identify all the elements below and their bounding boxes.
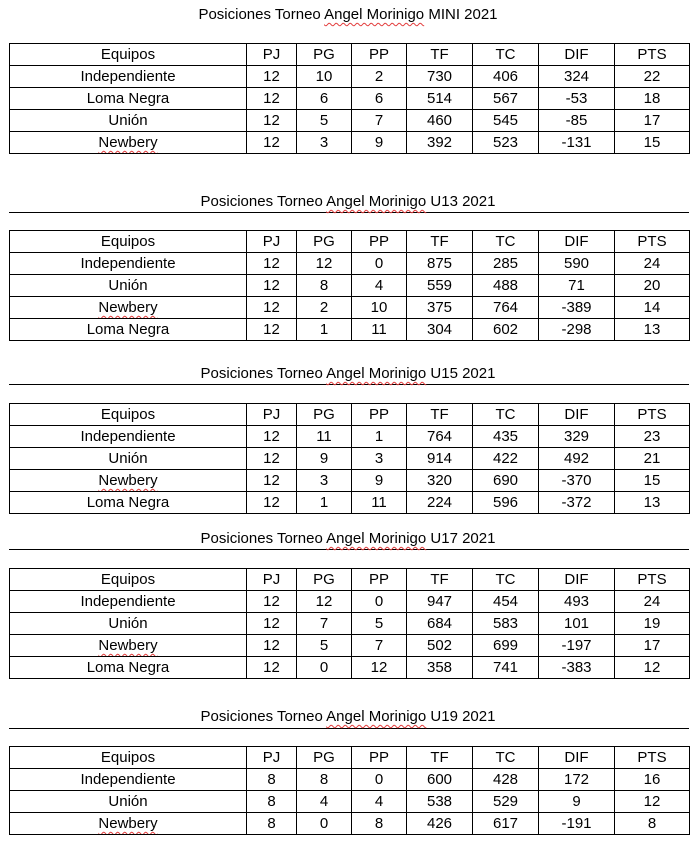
title-prefix: Posiciones Torneo (200, 365, 327, 382)
table-title-u17 (0, 530, 696, 548)
pp-cell: 9 (352, 132, 407, 154)
team-cell (10, 132, 247, 154)
dif-cell: -370 (539, 470, 615, 492)
pp-cell: 12 (352, 657, 407, 679)
pts-cell: 12 (615, 791, 690, 813)
tc-cell: 406 (473, 66, 539, 88)
header-pj: PJ (247, 231, 297, 253)
table-row (10, 591, 690, 613)
table-row (10, 492, 690, 514)
tf-cell: 538 (407, 791, 473, 813)
section-divider (9, 212, 689, 213)
team-name-spellcheck: Newbery (98, 472, 158, 489)
team-cell: Independiente (10, 66, 247, 88)
table-header-row (10, 569, 690, 591)
tf-cell: 764 (407, 426, 473, 448)
pp-cell: 8 (352, 813, 407, 835)
header-equipos: Equipos (10, 231, 247, 253)
header-pts: PTS (615, 747, 690, 769)
dif-cell: -298 (539, 319, 615, 341)
pg-cell: 3 (297, 132, 352, 154)
tf-cell: 320 (407, 470, 473, 492)
header-dif: DIF (539, 747, 615, 769)
pts-cell: 16 (615, 769, 690, 791)
pp-cell: 4 (352, 275, 407, 297)
pg-cell: 12 (297, 591, 352, 613)
header-pg: PG (297, 569, 352, 591)
pp-cell: 11 (352, 319, 407, 341)
pg-cell: 9 (297, 448, 352, 470)
header-pg: PG (297, 44, 352, 66)
team-cell: Independiente (10, 426, 247, 448)
team-cell (10, 635, 247, 657)
pp-cell: 3 (352, 448, 407, 470)
title-suffix: U17 2021 (426, 530, 496, 547)
pg-cell: 8 (297, 275, 352, 297)
dif-cell: -372 (539, 492, 615, 514)
pj-cell: 12 (247, 470, 297, 492)
title-suffix: U19 2021 (426, 708, 496, 725)
tf-cell: 392 (407, 132, 473, 154)
table-title-u13 (0, 193, 696, 211)
table-header-row (10, 44, 690, 66)
header-pts: PTS (615, 231, 690, 253)
team-name-spellcheck: Newbery (98, 637, 158, 654)
tf-cell: 559 (407, 275, 473, 297)
header-pg: PG (297, 231, 352, 253)
tc-cell: 741 (473, 657, 539, 679)
table-row (10, 88, 690, 110)
table-header-row (10, 231, 690, 253)
header-tf: TF (407, 569, 473, 591)
tf-cell: 358 (407, 657, 473, 679)
tc-cell: 422 (473, 448, 539, 470)
team-cell: Loma Negra (10, 657, 247, 679)
pj-cell: 12 (247, 275, 297, 297)
team-cell (10, 470, 247, 492)
header-pts: PTS (615, 569, 690, 591)
title-suffix: U13 2021 (426, 193, 496, 210)
dif-cell: 71 (539, 275, 615, 297)
table-header-row (10, 747, 690, 769)
pp-cell: 1 (352, 426, 407, 448)
title-suffix: U15 2021 (426, 365, 496, 382)
pts-cell: 15 (615, 132, 690, 154)
pp-cell: 0 (352, 769, 407, 791)
tc-cell: 454 (473, 591, 539, 613)
title-name-spellcheck: Angel Morinigo (326, 708, 427, 725)
team-cell: Independiente (10, 253, 247, 275)
pj-cell: 8 (247, 813, 297, 835)
title-name-spellcheck: Angel Morinigo (326, 365, 427, 382)
pp-cell: 10 (352, 297, 407, 319)
section-divider (9, 728, 689, 729)
tc-cell: 690 (473, 470, 539, 492)
header-tc: TC (473, 747, 539, 769)
standings-table-u13 (9, 230, 690, 341)
title-prefix: Posiciones Torneo (200, 708, 327, 725)
table-title-u19 (0, 708, 696, 726)
pj-cell: 8 (247, 791, 297, 813)
dif-cell: -53 (539, 88, 615, 110)
team-cell: Loma Negra (10, 492, 247, 514)
pg-cell: 7 (297, 613, 352, 635)
team-name-spellcheck: Newbery (98, 815, 158, 832)
header-pj: PJ (247, 747, 297, 769)
table-row (10, 470, 690, 492)
tf-cell: 514 (407, 88, 473, 110)
header-pts: PTS (615, 44, 690, 66)
pg-cell: 8 (297, 769, 352, 791)
pts-cell: 22 (615, 66, 690, 88)
tf-cell: 375 (407, 297, 473, 319)
tc-cell: 583 (473, 613, 539, 635)
header-tf: TF (407, 231, 473, 253)
team-cell: Independiente (10, 769, 247, 791)
table-row (10, 110, 690, 132)
pp-cell: 4 (352, 791, 407, 813)
pg-cell: 1 (297, 319, 352, 341)
dif-cell: 324 (539, 66, 615, 88)
tf-cell: 684 (407, 613, 473, 635)
team-name-spellcheck: Newbery (98, 134, 158, 151)
pj-cell: 12 (247, 657, 297, 679)
tc-cell: 596 (473, 492, 539, 514)
table-row (10, 769, 690, 791)
dif-cell: -389 (539, 297, 615, 319)
header-dif: DIF (539, 231, 615, 253)
tf-cell: 502 (407, 635, 473, 657)
pp-cell: 6 (352, 88, 407, 110)
header-equipos: Equipos (10, 747, 247, 769)
pts-cell: 17 (615, 635, 690, 657)
table-row (10, 791, 690, 813)
pts-cell: 20 (615, 275, 690, 297)
tf-cell: 460 (407, 110, 473, 132)
title-prefix: Posiciones Torneo (198, 6, 325, 23)
pj-cell: 12 (247, 448, 297, 470)
team-cell: Unión (10, 448, 247, 470)
table-title-mini (0, 6, 696, 24)
team-cell: Unión (10, 275, 247, 297)
pts-cell: 13 (615, 492, 690, 514)
standings-table-u19 (9, 746, 690, 835)
pts-cell: 13 (615, 319, 690, 341)
header-pj: PJ (247, 404, 297, 426)
title-name-spellcheck: Angel Morinigo (326, 193, 427, 210)
pp-cell: 2 (352, 66, 407, 88)
header-tf: TF (407, 747, 473, 769)
pj-cell: 12 (247, 635, 297, 657)
dif-cell: 590 (539, 253, 615, 275)
header-pj: PJ (247, 569, 297, 591)
pj-cell: 12 (247, 591, 297, 613)
tf-cell: 947 (407, 591, 473, 613)
table-row (10, 813, 690, 835)
pg-cell: 5 (297, 110, 352, 132)
table-header-row (10, 404, 690, 426)
table-row (10, 448, 690, 470)
pts-cell: 8 (615, 813, 690, 835)
standings-table-u15 (9, 403, 690, 514)
table-row (10, 297, 690, 319)
header-pg: PG (297, 404, 352, 426)
standings-table-u17 (9, 568, 690, 679)
header-pp: PP (352, 569, 407, 591)
pj-cell: 12 (247, 426, 297, 448)
pg-cell: 0 (297, 813, 352, 835)
tc-cell: 545 (473, 110, 539, 132)
pts-cell: 15 (615, 470, 690, 492)
table-row (10, 613, 690, 635)
pg-cell: 1 (297, 492, 352, 514)
pg-cell: 3 (297, 470, 352, 492)
pg-cell: 12 (297, 253, 352, 275)
tc-cell: 567 (473, 88, 539, 110)
dif-cell: -197 (539, 635, 615, 657)
tc-cell: 617 (473, 813, 539, 835)
pj-cell: 12 (247, 110, 297, 132)
pj-cell: 12 (247, 492, 297, 514)
pj-cell: 12 (247, 66, 297, 88)
team-cell: Loma Negra (10, 319, 247, 341)
tc-cell: 699 (473, 635, 539, 657)
team-cell: Unión (10, 613, 247, 635)
pj-cell: 12 (247, 613, 297, 635)
header-tc: TC (473, 404, 539, 426)
pts-cell: 19 (615, 613, 690, 635)
header-pp: PP (352, 747, 407, 769)
title-suffix: MINI 2021 (424, 6, 498, 23)
header-dif: DIF (539, 404, 615, 426)
section-divider (9, 549, 689, 550)
pg-cell: 11 (297, 426, 352, 448)
header-tc: TC (473, 231, 539, 253)
dif-cell: 172 (539, 769, 615, 791)
tf-cell: 875 (407, 253, 473, 275)
dif-cell: -383 (539, 657, 615, 679)
header-pts: PTS (615, 404, 690, 426)
tf-cell: 304 (407, 319, 473, 341)
tf-cell: 914 (407, 448, 473, 470)
header-equipos: Equipos (10, 404, 247, 426)
dif-cell: 9 (539, 791, 615, 813)
title-prefix: Posiciones Torneo (200, 193, 327, 210)
header-dif: DIF (539, 569, 615, 591)
dif-cell: 492 (539, 448, 615, 470)
header-tf: TF (407, 404, 473, 426)
table-row (10, 657, 690, 679)
team-cell: Unión (10, 791, 247, 813)
tc-cell: 285 (473, 253, 539, 275)
header-equipos: Equipos (10, 569, 247, 591)
pp-cell: 5 (352, 613, 407, 635)
pts-cell: 23 (615, 426, 690, 448)
pts-cell: 17 (615, 110, 690, 132)
pg-cell: 5 (297, 635, 352, 657)
pts-cell: 24 (615, 253, 690, 275)
standings-table-mini (9, 43, 690, 154)
tc-cell: 428 (473, 769, 539, 791)
tf-cell: 426 (407, 813, 473, 835)
header-pp: PP (352, 44, 407, 66)
dif-cell: -131 (539, 132, 615, 154)
tc-cell: 529 (473, 791, 539, 813)
team-cell: Unión (10, 110, 247, 132)
pp-cell: 0 (352, 253, 407, 275)
table-row (10, 253, 690, 275)
dif-cell: 329 (539, 426, 615, 448)
team-cell: Loma Negra (10, 88, 247, 110)
pg-cell: 6 (297, 88, 352, 110)
tc-cell: 523 (473, 132, 539, 154)
team-name-spellcheck: Newbery (98, 299, 158, 316)
header-tc: TC (473, 569, 539, 591)
team-cell (10, 813, 247, 835)
dif-cell: -191 (539, 813, 615, 835)
pg-cell: 4 (297, 791, 352, 813)
dif-cell: 493 (539, 591, 615, 613)
table-row (10, 132, 690, 154)
tc-cell: 488 (473, 275, 539, 297)
title-name-spellcheck: Angel Morinigo (324, 6, 425, 23)
header-pj: PJ (247, 44, 297, 66)
title-prefix: Posiciones Torneo (200, 530, 327, 547)
pg-cell: 10 (297, 66, 352, 88)
pp-cell: 7 (352, 110, 407, 132)
header-pp: PP (352, 231, 407, 253)
pj-cell: 8 (247, 769, 297, 791)
header-pg: PG (297, 747, 352, 769)
pts-cell: 21 (615, 448, 690, 470)
pg-cell: 2 (297, 297, 352, 319)
pp-cell: 11 (352, 492, 407, 514)
table-row (10, 426, 690, 448)
team-cell (10, 297, 247, 319)
pts-cell: 18 (615, 88, 690, 110)
dif-cell: -85 (539, 110, 615, 132)
pts-cell: 14 (615, 297, 690, 319)
table-row (10, 275, 690, 297)
header-equipos: Equipos (10, 44, 247, 66)
section-divider (9, 384, 689, 385)
tc-cell: 764 (473, 297, 539, 319)
pg-cell: 0 (297, 657, 352, 679)
table-row (10, 319, 690, 341)
header-pp: PP (352, 404, 407, 426)
pj-cell: 12 (247, 297, 297, 319)
tc-cell: 602 (473, 319, 539, 341)
pj-cell: 12 (247, 253, 297, 275)
tc-cell: 435 (473, 426, 539, 448)
tf-cell: 224 (407, 492, 473, 514)
tf-cell: 730 (407, 66, 473, 88)
header-tc: TC (473, 44, 539, 66)
pp-cell: 7 (352, 635, 407, 657)
table-title-u15 (0, 365, 696, 383)
pts-cell: 24 (615, 591, 690, 613)
table-row (10, 635, 690, 657)
pts-cell: 12 (615, 657, 690, 679)
dif-cell: 101 (539, 613, 615, 635)
pj-cell: 12 (247, 132, 297, 154)
table-row (10, 66, 690, 88)
pp-cell: 0 (352, 591, 407, 613)
header-tf: TF (407, 44, 473, 66)
header-dif: DIF (539, 44, 615, 66)
pj-cell: 12 (247, 319, 297, 341)
pj-cell: 12 (247, 88, 297, 110)
title-name-spellcheck: Angel Morinigo (326, 530, 427, 547)
tf-cell: 600 (407, 769, 473, 791)
pp-cell: 9 (352, 470, 407, 492)
team-cell: Independiente (10, 591, 247, 613)
